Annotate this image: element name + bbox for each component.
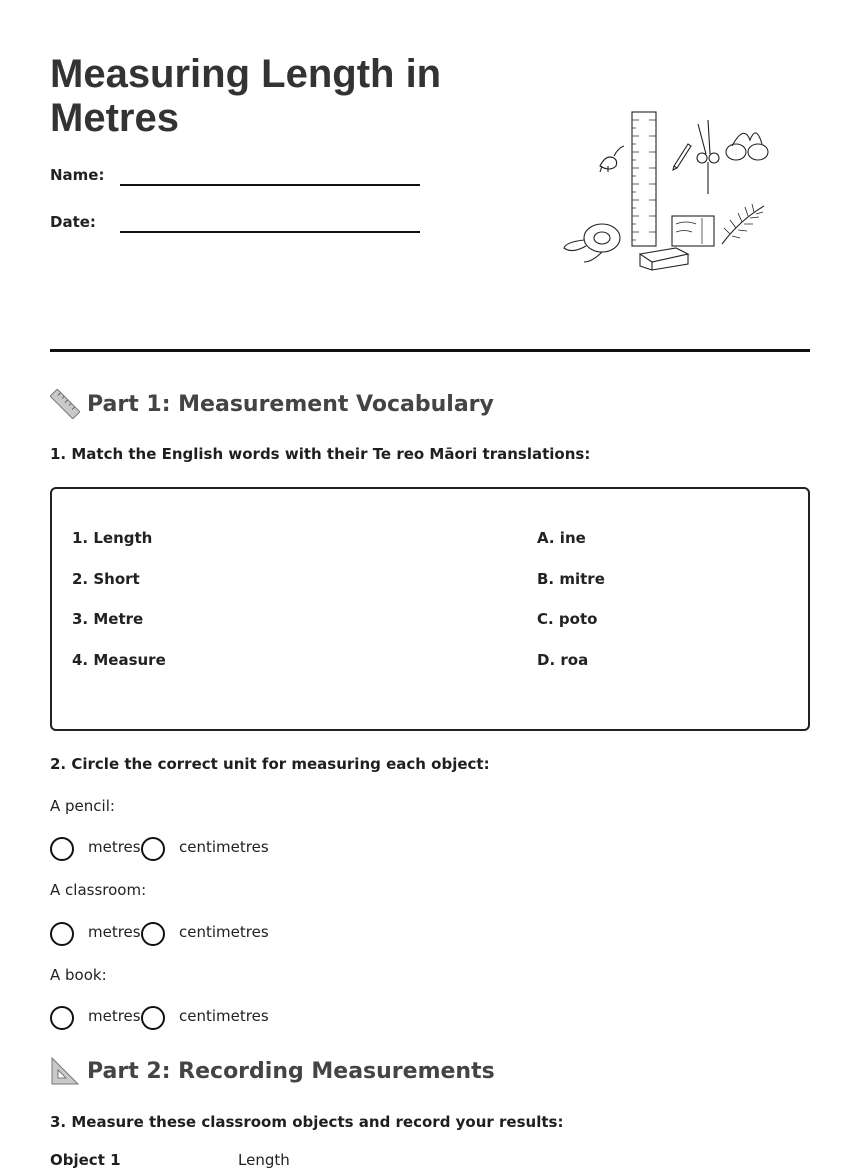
option-label: centimetres xyxy=(179,838,269,856)
english-word: 1. Length xyxy=(72,529,153,547)
question-3: 3. Measure these classroom objects and record your results: xyxy=(50,1113,564,1131)
name-field xyxy=(50,166,430,190)
object-label: A pencil: xyxy=(50,797,115,815)
part2-header xyxy=(50,1056,495,1086)
centimetres-radio[interactable] xyxy=(141,922,165,946)
option-label: centimetres xyxy=(179,1007,269,1025)
unit-options xyxy=(50,1006,310,1032)
option-label: metres xyxy=(88,838,141,856)
maori-word: C. poto xyxy=(537,610,598,628)
table-header-object: Object 1 xyxy=(50,1151,121,1169)
date-label: Date: xyxy=(50,213,96,231)
option-label: centimetres xyxy=(179,923,269,941)
set-square-icon xyxy=(50,1056,80,1086)
unit-options xyxy=(50,922,310,948)
english-word: 4. Measure xyxy=(72,651,166,669)
maori-word: D. roa xyxy=(537,651,589,669)
table-header-length: Length xyxy=(238,1151,290,1169)
option-label: metres xyxy=(88,923,141,941)
page-title: Measuring Length in Metres xyxy=(50,52,442,140)
name-label: Name: xyxy=(50,166,105,184)
maori-word: A. ine xyxy=(537,529,586,547)
name-input-line[interactable] xyxy=(120,184,420,186)
unit-options xyxy=(50,837,310,863)
question-1: 1. Match the English words with their Te reo Māori translations: xyxy=(50,445,591,463)
english-word: 2. Short xyxy=(72,570,140,588)
header-divider xyxy=(50,349,810,352)
english-word: 3. Metre xyxy=(72,610,144,628)
maori-word: B. mitre xyxy=(537,570,605,588)
metres-radio[interactable] xyxy=(50,837,74,861)
measuring-tools-illustration xyxy=(562,108,774,274)
date-input-line[interactable] xyxy=(120,231,420,233)
part1-heading: Part 1: Measurement Vocabulary xyxy=(87,391,494,417)
metres-radio[interactable] xyxy=(50,922,74,946)
centimetres-radio[interactable] xyxy=(141,1006,165,1030)
part2-heading: Part 2: Recording Measurements xyxy=(87,1058,495,1084)
ruler-icon xyxy=(50,389,80,419)
part1-header xyxy=(50,389,494,419)
centimetres-radio[interactable] xyxy=(141,837,165,861)
metres-radio[interactable] xyxy=(50,1006,74,1030)
question-2: 2. Circle the correct unit for measuring each object: xyxy=(50,755,490,773)
matching-box xyxy=(50,487,810,731)
date-field xyxy=(50,213,430,237)
object-label: A book: xyxy=(50,966,107,984)
option-label: metres xyxy=(88,1007,141,1025)
object-label: A classroom: xyxy=(50,881,147,899)
